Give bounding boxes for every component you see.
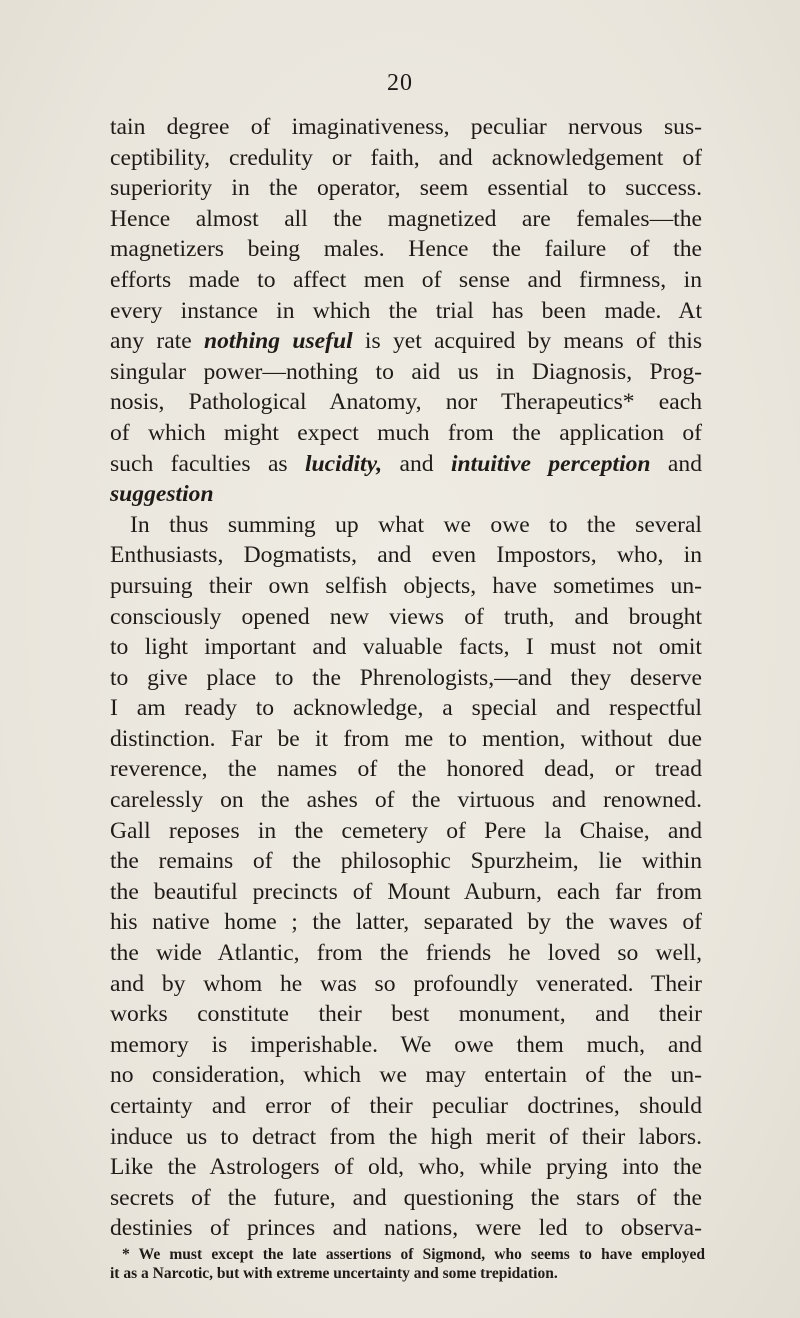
text-line: magnetizers being males. Hence the failure of the (110, 236, 702, 263)
text-line: of which might expect much from the application of (110, 419, 702, 446)
italic-phrase: intuitive perception (450, 450, 651, 477)
text-line: the beautiful precincts of Mount Auburn, each far from (110, 878, 702, 905)
text-line: singular power—nothing to aid us in Diagnosis, Prog- (110, 358, 702, 385)
text-line: certainty and error of their peculiar doctrines, should (110, 1093, 702, 1119)
text-line: Gall reposes in the cemetery of Pere la Chaise, and (110, 817, 702, 844)
text-line: carelessly on the ashes of the virtuous and renowned. (110, 787, 702, 814)
text-line: the remains of the philosophic Spurzheim, lie within (110, 848, 702, 875)
text-line: superiority in the operator, seem essential to success. (110, 175, 702, 202)
text-line: tain degree of imaginativeness, peculiar nervous sus- (110, 114, 702, 140)
text-line: In thus summing up what we owe to the several (130, 511, 702, 538)
text-line: I am ready to acknowledge, a special and respectful (110, 695, 702, 722)
text-line: pursuing their own selfish objects, have sometimes un- (110, 572, 702, 599)
text-line: the wide Atlantic, from the friends he loved so well, (110, 940, 702, 967)
text-line-emphasis (110, 449, 702, 480)
text-line: reverence, the names of the honored dead, or tread (110, 756, 702, 783)
text-run: is yet acquired by means of this (352, 328, 703, 355)
text-line: Enthusiasts, Dogmatists, and even Impostors, who, in (110, 542, 702, 569)
text-line: efforts made to affect men of sense and firmness, in (110, 266, 702, 293)
text-line: Like the Astrologers of old, who, while prying into the (110, 1154, 702, 1181)
text-line: and by whom he was so profoundly venerated. Their (110, 970, 702, 997)
text-line: his native home ; the latter, separated by the waves of (110, 909, 702, 936)
text-run: and (650, 450, 703, 477)
text-line: to give place to the Phrenologists,—and they deserve (110, 664, 702, 691)
text-line-emphasis (110, 479, 702, 510)
text-line: every instance in which the trial has been made. At (110, 297, 702, 324)
text-line: Hence almost all the magnetized are females—the (110, 205, 702, 232)
text-line: consciously opened new views of truth, and brought (110, 603, 702, 630)
text-run: such faculties as (110, 450, 305, 477)
italic-phrase: suggestion (110, 481, 214, 508)
footnote-line: * We must except the late assertions of Sigmond, who seems to have employed (122, 1246, 705, 1263)
page-number: 20 (387, 70, 413, 96)
text-line: memory is imperishable. We owe them much, and (110, 1031, 702, 1058)
text-line: nosis, Pathological Anatomy, nor Therapeutics* each (110, 389, 702, 416)
text-line: secrets of the future, and questioning the stars of the (110, 1184, 702, 1211)
text-run: and (382, 450, 451, 477)
text-line: destinies of princes and nations, were led to observa- (110, 1215, 702, 1242)
text-line: no consideration, which we may entertain of the un- (110, 1062, 702, 1089)
italic-phrase: nothing useful (203, 328, 353, 355)
footnote (110, 1245, 705, 1283)
text-line: ceptibility, credulity or faith, and acknowledgement of (110, 144, 702, 171)
text-line: induce us to detract from the high merit of their labors. (110, 1123, 702, 1150)
text-line-emphasis (110, 326, 702, 357)
text-run: any rate (110, 328, 204, 355)
text-line: to light important and valuable facts, I must not omit (110, 634, 702, 661)
text-line: distinction. Far be it from me to mention, without due (110, 725, 702, 752)
italic-phrase: lucidity, (305, 450, 383, 477)
footnote-line: it as a Narcotic, but with extreme uncertainty and some trepidation. (110, 1265, 558, 1282)
text-line: works constitute their best monument, and their (110, 1001, 702, 1028)
body-text (110, 112, 702, 1244)
